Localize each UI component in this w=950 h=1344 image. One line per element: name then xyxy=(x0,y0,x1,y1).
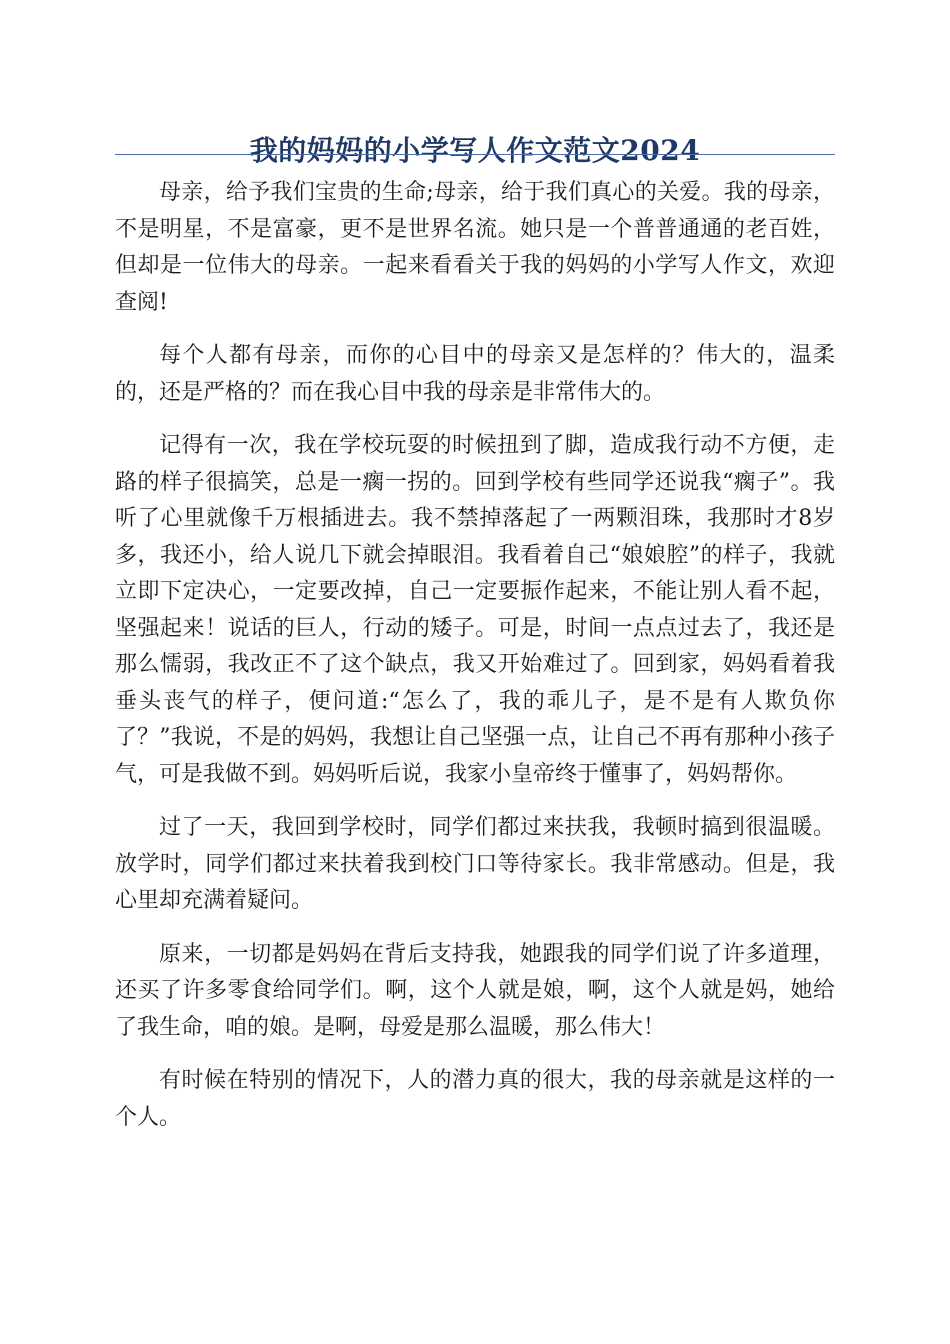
page-title: 我的妈妈的小学写人作文范文2024 xyxy=(249,133,701,167)
paragraph-6: 有时候在特别的情况下，人的潜力真的很大，我的母亲就是这样的一个人。 xyxy=(115,1068,835,1130)
paragraph-intro: 母亲，给予我们宝贵的生命;母亲，给于我们真心的关爱。我的母亲，不是明星，不是富豪，更不是世界名流。她只是一个普普通通的老百姓，但却是一位伟大的母亲。一起来看看关于我的妈妈的小学写人作文，欢迎查阅! xyxy=(115,180,835,315)
paragraph-2: 每个人都有母亲，而你的心目中的母亲又是怎样的？伟大的，温柔的，还是严格的？而在我心目中我的母亲是非常伟大的。 xyxy=(115,343,835,405)
paragraph-5: 原来，一切都是妈妈在背后支持我，她跟我的同学们说了许多道理，还买了许多零食给同学们。啊，这个人就是娘，啊，这个人就是妈，她给了我生命，咱的娘。是啊，母爱是那么温暖，那么伟大！ xyxy=(115,941,835,1040)
paragraph-4: 过了一天，我回到学校时，同学们都过来扶我，我顿时搞到很温暖。放学时，同学们都过来扶着我到校门口等待家长。我非常感动。但是，我心里却充满着疑问。 xyxy=(115,815,835,913)
title-divider xyxy=(115,154,835,155)
article-body xyxy=(115,175,835,1153)
paragraph-3: 记得有一次，我在学校玩耍的时候扭到了脚，造成我行动不方便，走路的样子很搞笑，总是一瘸一拐的。回到学校有些同学还说我“瘸子”。我听了心里就像千万根插进去。我不禁掉落起了一两颗泪珠，我那时才8岁多，我还小，给人说几下就会掉眼泪。我看着自己“娘娘腔”的样子，我就立即下定决心，一定要改掉，自己一定要振作起来，不能让别人看不起，坚强起来！说话的巨人，行动的矮子。可是，时间一点点过去了，我还是那么懦弱，我改正不了这个缺点，我又开始难过了。回到家，妈妈看着我垂头丧气的样子，便问道:“怎么了，我的乖儿子，是不是有人欺负你了？”我说，不是的妈妈，我想让自己坚强一点，让自己不再有那种小孩子气，可是我做不到。妈妈听后说，我家小皇帝终于懂事了，妈妈帮你。 xyxy=(115,433,835,787)
